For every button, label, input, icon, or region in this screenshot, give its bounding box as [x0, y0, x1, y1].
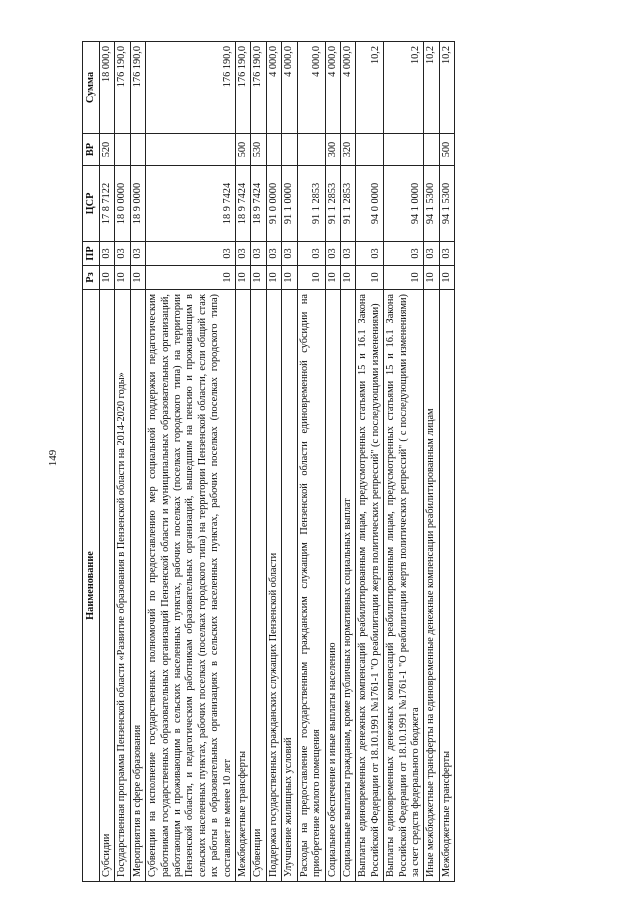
cell-csr: 18 9 0000 [130, 166, 145, 242]
cell-vr [130, 134, 145, 166]
cell-rz: 10 [115, 266, 130, 290]
budget-table [82, 41, 455, 882]
cell-vr: 320 [340, 134, 355, 166]
cell-pr: 03 [439, 242, 454, 266]
cell-vr [384, 134, 424, 166]
cell-sum: 176 190,0 [115, 42, 130, 134]
cell-vr [115, 134, 130, 166]
cell-csr: 18 0 0000 [115, 166, 130, 242]
cell-sum: 176 190,0 [146, 42, 236, 134]
cell-vr: 500 [236, 134, 251, 166]
table-row [356, 42, 384, 882]
cell-name: Субсидии [100, 290, 115, 882]
table-row [282, 42, 297, 882]
header-vr: ВР [83, 134, 100, 166]
cell-rz: 10 [439, 266, 454, 290]
cell-pr: 03 [356, 242, 384, 266]
cell-csr: 17 8 7122 [100, 166, 115, 242]
header-name: Наименование [83, 290, 100, 882]
cell-sum: 4 000,0 [266, 42, 281, 134]
cell-pr: 03 [424, 242, 439, 266]
cell-pr: 03 [100, 242, 115, 266]
cell-csr: 91 1 2853 [340, 166, 355, 242]
cell-csr: 94 1 0000 [384, 166, 424, 242]
table-row [100, 42, 115, 882]
table-row [236, 42, 251, 882]
cell-rz: 10 [236, 266, 251, 290]
cell-name: Межбюджетные трансферты [439, 290, 454, 882]
cell-pr: 03 [146, 242, 236, 266]
table-row [325, 42, 340, 882]
cell-vr [424, 134, 439, 166]
cell-sum: 10,2 [384, 42, 424, 134]
cell-sum: 10,2 [356, 42, 384, 134]
cell-vr [266, 134, 281, 166]
cell-sum: 18 000,0 [100, 42, 115, 134]
table-row [130, 42, 145, 882]
cell-csr: 94 0 0000 [356, 166, 384, 242]
cell-name: Иные межбюджетные трансферты на единовременные денежные компенсации реабилитированным лицам [424, 290, 439, 882]
cell-vr: 530 [251, 134, 266, 166]
cell-pr: 03 [384, 242, 424, 266]
cell-name: Мероприятия в сфере образования [130, 290, 145, 882]
cell-rz: 10 [146, 266, 236, 290]
cell-name: Выплаты единовременных денежных компенсаций реабилитированным лицам, предусмотренных статьями 15 и 16.1 Закона Российской Федерации от 18.10.1991 №1761-1 "О реабилитации жертв политических репрессий" (с последующими изменениями) [356, 290, 384, 882]
table-row [266, 42, 281, 882]
cell-name: Субвенции на исполнение государственных полномочий по предоставлению мер социальной поддержки педагогическим работникам государственных образовательных организаций Пензенской области и муниципальных образовательных организаций, работающим и проживающим в сельских населенных пунктах, рабочих поселках (поселках городского типа) на территории Пензенской области, и педагогическим работникам образовательных организаций, вышедшим на пенсию и проживающим в сельских населенных пунктах, рабочих поселках (поселках городского типа) на территории Пензенской области, если общий стаж их работы в образовательных организациях в сельских населенных пунктах, рабочих поселках (поселках городского типа) составляет не менее 10 лет [146, 290, 236, 882]
table-row [340, 42, 355, 882]
cell-vr: 500 [439, 134, 454, 166]
cell-sum: 10,2 [439, 42, 454, 134]
cell-sum: 10,2 [424, 42, 439, 134]
table-row [439, 42, 454, 882]
table-row [115, 42, 130, 882]
cell-pr: 03 [325, 242, 340, 266]
page-number: 149 [47, 449, 59, 467]
cell-vr: 300 [325, 134, 340, 166]
header-pr: ПР [83, 242, 100, 266]
table-row [384, 42, 424, 882]
cell-rz: 10 [340, 266, 355, 290]
header-rz: Рз [83, 266, 100, 290]
cell-name: Поддержка государственных гражданских служащих Пензенской области [266, 290, 281, 882]
cell-sum: 4 000,0 [297, 42, 325, 134]
cell-name: Межбюджетные трансферты [236, 290, 251, 882]
cell-name: Субвенции [251, 290, 266, 882]
cell-pr: 03 [115, 242, 130, 266]
table-row [424, 42, 439, 882]
cell-name: Социальные выплаты гражданам, кроме публичных нормативных социальных выплат [340, 290, 355, 882]
cell-name: Социальное обеспечение и иные выплаты населению [325, 290, 340, 882]
cell-name: Улучшение жилищных условий [282, 290, 297, 882]
cell-sum: 4 000,0 [340, 42, 355, 134]
cell-pr: 03 [130, 242, 145, 266]
cell-rz: 10 [130, 266, 145, 290]
rotated-page [82, 42, 612, 882]
cell-pr: 03 [236, 242, 251, 266]
header-csr: ЦСР [83, 166, 100, 242]
cell-vr: 520 [100, 134, 115, 166]
cell-csr: 91 0 0000 [266, 166, 281, 242]
cell-sum: 4 000,0 [325, 42, 340, 134]
table-row [297, 42, 325, 882]
cell-csr: 91 1 2853 [297, 166, 325, 242]
cell-csr: 18 9 7424 [146, 166, 236, 242]
header-row [83, 42, 100, 882]
cell-pr: 03 [297, 242, 325, 266]
cell-name: Государственная программа Пензенской области «Развитие образования в Пензенской области на 2014-2020 годы» [115, 290, 130, 882]
cell-csr: 91 1 2853 [325, 166, 340, 242]
cell-pr: 03 [282, 242, 297, 266]
cell-vr [282, 134, 297, 166]
cell-csr: 94 1 5300 [439, 166, 454, 242]
cell-csr: 18 9 7424 [236, 166, 251, 242]
cell-rz: 10 [384, 266, 424, 290]
cell-csr: 94 1 5300 [424, 166, 439, 242]
cell-vr [297, 134, 325, 166]
cell-rz: 10 [424, 266, 439, 290]
header-sum: Сумма [83, 42, 100, 134]
cell-rz: 10 [356, 266, 384, 290]
table-row [251, 42, 266, 882]
cell-vr [356, 134, 384, 166]
cell-rz: 10 [251, 266, 266, 290]
cell-pr: 03 [266, 242, 281, 266]
cell-rz: 10 [100, 266, 115, 290]
cell-rz: 10 [297, 266, 325, 290]
cell-csr: 91 1 0000 [282, 166, 297, 242]
cell-sum: 176 190,0 [251, 42, 266, 134]
cell-sum: 176 190,0 [130, 42, 145, 134]
cell-sum: 4 000,0 [282, 42, 297, 134]
cell-pr: 03 [251, 242, 266, 266]
cell-csr: 18 9 7424 [251, 166, 266, 242]
cell-vr [146, 134, 236, 166]
cell-pr: 03 [340, 242, 355, 266]
cell-rz: 10 [282, 266, 297, 290]
cell-sum: 176 190,0 [236, 42, 251, 134]
cell-rz: 10 [325, 266, 340, 290]
table-row [146, 42, 236, 882]
cell-name: Расходы на предоставление государственным гражданским служащим Пензенской области единовременной субсидии на приобретение жилого помещения [297, 290, 325, 882]
cell-rz: 10 [266, 266, 281, 290]
cell-name: Выплаты единовременных денежных компенсаций реабилитированным лицам, предусмотренных статьями 15 и 16.1 Закона Российской Федерации от 18.10.1991 №1761-1 "О реабилитации жертв политических репрессий" ( с последующими изменениями) за счет средств федерального бюджета [384, 290, 424, 882]
